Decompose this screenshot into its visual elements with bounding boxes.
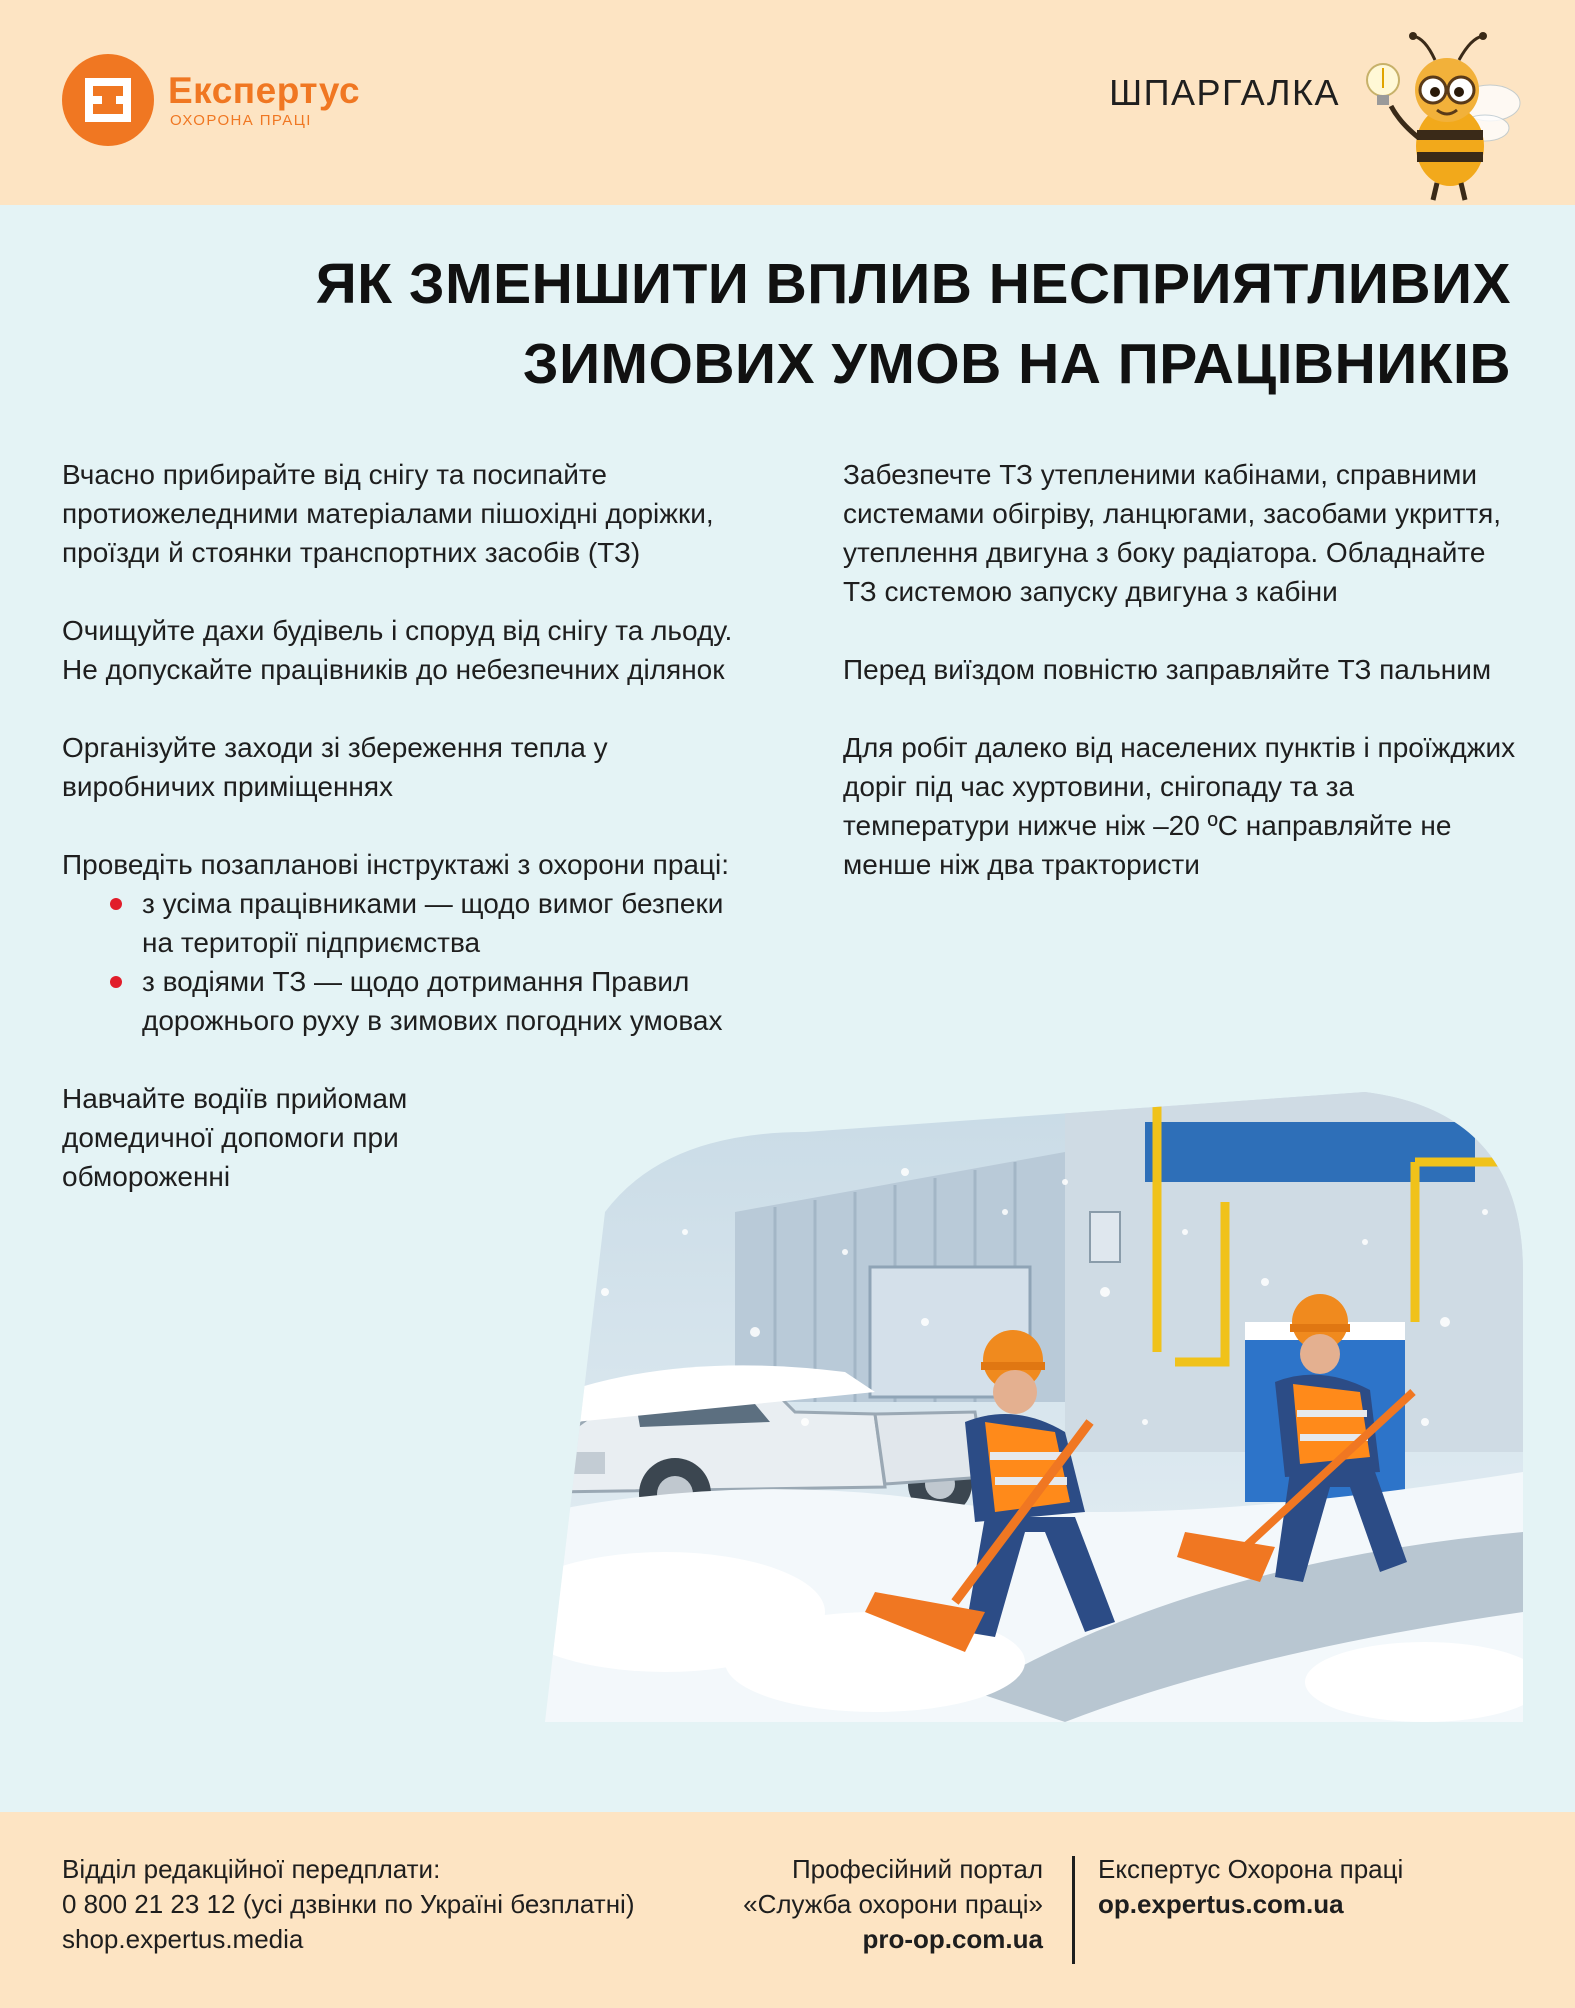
footer-phone: 0 800 21 23 12 (усі дзвінки по Україні безплатні): [62, 1889, 635, 1919]
tip-clear-paths: Вчасно прибирайте від снігу та посипайте протиожеледними матеріалами пішохідні доріжки, проїзди й стоянки транспортних засобів (ТЗ): [62, 459, 714, 568]
title-line-2: ЗИМОВИХ УМОВ НА ПРАЦІВНИКІВ: [522, 332, 1511, 396]
right-column: [843, 455, 1523, 923]
brand-name: Експертус: [168, 70, 361, 111]
tip-two-drivers: Для робіт далеко від населених пунктів і проїжджих доріг під час хуртовини, снігопаду та за температури нижче ніж –20 ºС направляйте не менше ніж два трактористи: [843, 732, 1516, 880]
tip-briefings: [62, 845, 752, 1040]
list-item: [62, 884, 752, 962]
tip-first-aid: Навчайте водіїв прийомам домедичної допомоги при обмороженні: [62, 1083, 408, 1192]
footer-portal: [743, 1852, 1043, 1957]
list-item-text: з водіями ТЗ — щодо дотримання Правил дорожнього руху в зимових погодних умовах: [142, 966, 723, 1036]
title-line-1: ЯК ЗМЕНШИТИ ВПЛИВ НЕСПРИЯТЛИВИХ: [315, 252, 1511, 316]
footer: [0, 1812, 1575, 2008]
tip-fuel: Перед виїздом повністю заправляйте ТЗ пальним: [843, 654, 1492, 685]
header: [0, 0, 1575, 205]
list-item-text: з усіма працівниками — щодо вимог безпеки на території підприємства: [142, 888, 724, 958]
bullet-dot-icon: [110, 898, 122, 910]
bullet-dot-icon: [110, 976, 122, 988]
footer-subscription-title: Відділ редакційної передплати:: [62, 1854, 441, 1884]
footer-portal-name: «Служба охорони праці»: [743, 1889, 1043, 1919]
footer-portal-link[interactable]: pro-op.com.ua: [862, 1924, 1043, 1954]
footer-expertus-title: Експертус Охорона праці: [1098, 1854, 1404, 1884]
tip-clear-roofs: Очищуйте дахи будівель і споруд від снігу та льоду. Не допускайте працівників до небезпечних ділянок: [62, 615, 733, 685]
briefings-list: [62, 884, 752, 1040]
bee-mascot-icon: [1355, 28, 1535, 206]
footer-shop-link[interactable]: shop.expertus.media: [62, 1924, 304, 1954]
cheatsheet-label: ШПАРГАЛКА: [1109, 72, 1340, 113]
footer-portal-title: Професійний портал: [791, 1854, 1043, 1884]
footer-divider: [1072, 1856, 1075, 1964]
page-title: [211, 244, 1511, 404]
tip-vehicle-equipment: Забезпечте ТЗ утепленими кабінами, справними системами обігріву, ланцюгами, засобами укриття, утеплення двигуна з боку радіатора. Обладнайте ТЗ системою запуску двигуна з кабіни: [843, 459, 1502, 607]
tip-keep-warm: Організуйте заходи зі збереження тепла у виробничих приміщеннях: [62, 732, 608, 802]
brand-subtitle: ОХОРОНА ПРАЦІ: [170, 112, 312, 129]
expertus-logo-icon: [62, 54, 154, 146]
briefings-intro: Проведіть позапланові інструктажі з охорони праці:: [62, 849, 729, 880]
list-item: [62, 962, 752, 1040]
winter-workers-illustration: [545, 1092, 1523, 1722]
footer-subscription: [62, 1852, 634, 1957]
footer-expertus-link[interactable]: op.expertus.com.ua: [1098, 1889, 1344, 1919]
footer-expertus: [1098, 1852, 1403, 1922]
